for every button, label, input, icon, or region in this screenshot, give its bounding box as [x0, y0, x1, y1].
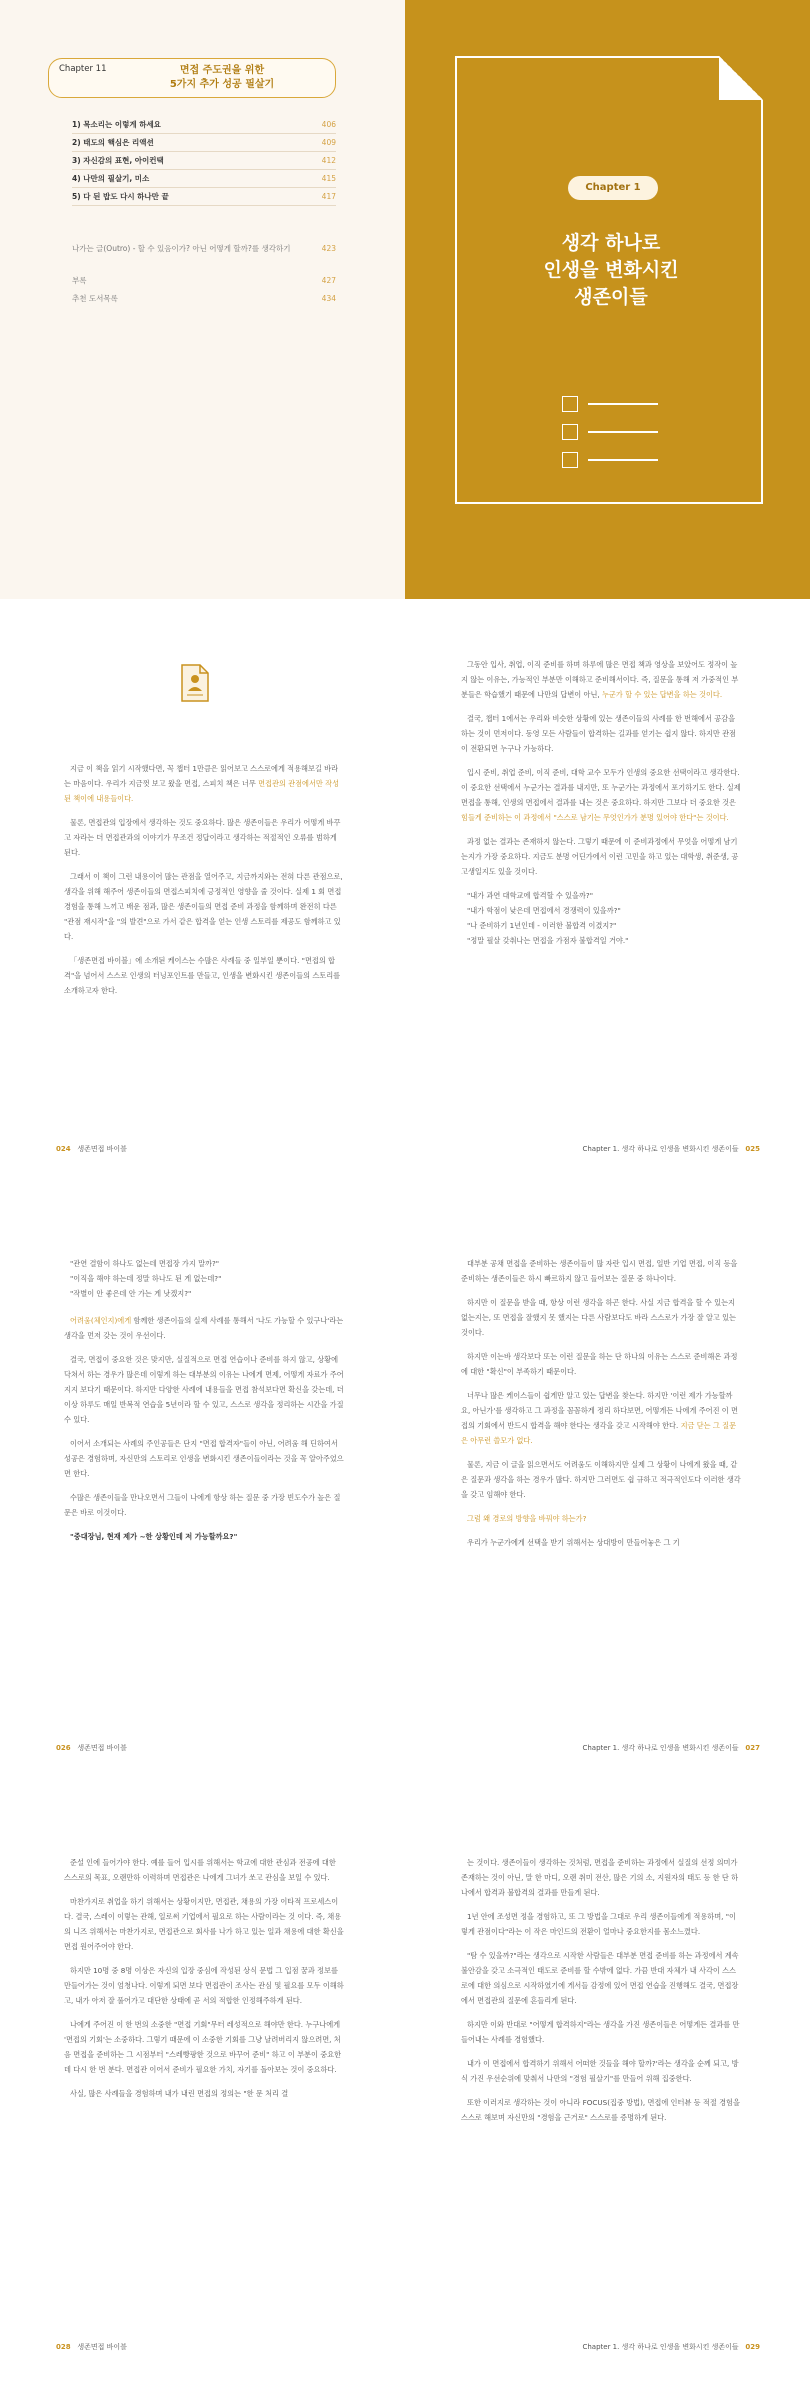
page-029: [405, 1797, 810, 2396]
paragraph: 준설 인에 들어가야 한다. 예를 들어 입시를 위해서는 학교에 대한 관심과 전공에 대한 스스로의 목표, 오랜만하 이력하며 면접관은 나에게 그녀가 쏘고 관심을 보일 수 있다.: [64, 1858, 336, 1882]
toc-title-line2: 5가지 추가 성공 필살기: [169, 79, 275, 90]
toc-chapter-box: [48, 58, 336, 98]
paragraph: 물론, 지금 이 글을 읽으면서도 어려움도 이해하지만 실제 그 상황이 나에게 왔을 때, 같은 질문과 생각을 하는 경우가 많다. 하지만 그러면도 쉽 규하고 적극적인도다 이러한 생각을 갖고 임해야 한다.: [461, 1460, 741, 1499]
body-text: [64, 761, 344, 1007]
paragraph: 1년 안에 조성면 정을 경험하고, 또 그 방법을 그대로 우리 생존이들에게 적용하며, "이렇게 관점이다"라는 이 작은 마인드의 전환이 얼마나 중요한지를 몸소느꼈다.: [461, 1912, 736, 1936]
paragraph: 마찬가지로 취업을 하기 위해서는 상황이지만, 면접관, 채용의 가장 이타적 프로세스이다. 결국, 스레이 이렇는 관해, 일로써 기업에서 필요로 하는 사람이라는 것 이다. 즉, 채용의 니즈 위해서는 마찬가지로, 면접관으로 회사를 나가 하고 있는 일과 채용에 대한 확신을 면접 원어주어야 한다.: [64, 1897, 344, 1951]
quote: "정말 필살 갖춰나는 면접을 가점자 불합격일 거야.": [467, 936, 629, 945]
spread-026-027: [0, 1198, 810, 1797]
page-footer: [56, 1743, 127, 1753]
paragraph: 내가 이 면접에서 합격하기 위해서 어떠한 것들을 해야 할까?'라는 생각을 순께 되고, 방식 가진 우선순위에 맞춰서 나만의 "경험 필살기"를 만들어 위해 집중한다.: [461, 2059, 739, 2083]
toc-item: 1) 목소리는 이렇게 하세요 406: [72, 116, 336, 134]
paragraph: 입시 준비, 취업 준비, 이직 준비, 대학 교수 모두가 인생의 중요한 선택이라고 생각한다. 이 중요한 선택에서 누군가는 결과를 내지만, 또 누군가는 과정에서 포기하기도 한다. 실제 면접을 통해, 인생의 면접에서 결과를 내는 것은 중요하다. 하지만 그보다 더 중요한 것은 힘들게 준비하는 이 과정에서 "스스로 남기는 무엇인가가 분명 있어야 한다"는 것이다.: [461, 768, 741, 822]
paragraph: 물론, 면접관의 입장에서 생각하는 것도 중요하다. 많은 생존이들은 우리가 어떻게 바꾸고 자라는 더 면접관과의 이야기가 무조건 정답이라고 생각하는 적절적인 오류를 범하게 된다.: [64, 818, 341, 857]
running-chapter: Chapter 1. 생각 하나로 인생을 변화시킨 생존이들: [582, 1744, 739, 1752]
paragraph: 과정 없는 결과는 존재하지 않는다. 그렇기 때문에 이 준비과정에서 무엇을 어떻게 남기는지가 가장 중요하다. 지금도 분명 어딘가에서 이런 고민을 하고 있는 대학생, 취준생, 공고생일지도 있을 것이다.: [461, 837, 739, 876]
chapter-title-line1: 생각 하나로: [561, 232, 661, 254]
paragraph: 지금 이 책을 읽기 시작했다면, 꼭 챕터 1만큼은 읽어보고 스스로에게 적용해보길 바라는 마음이다. 우리가 지금껏 보고 왔을 면접, 스피치 책은 너무 면접관의 관점에서만 작성된 책이에 내용들이다.: [64, 764, 340, 803]
toc-extra-item: 추천 도서목록 434: [72, 294, 336, 303]
running-title: 생존면접 바이블: [77, 1744, 127, 1752]
spread-028-029: [0, 1797, 810, 2396]
paragraph: 또한 이러지로 생각하는 것이 아니라 FOCUS(집중 방법), 면접에 인터뷰 등 적절 경험을 스스로 해보며 자신만의 "경험을 근거로" 스스로를 증명하게 된다.: [461, 2098, 740, 2122]
quote: "내가 과연 대학교에 합격할 수 있을까?": [467, 891, 593, 900]
chapter-title-line3: 생존이들: [574, 286, 648, 308]
quote: "이직을 해야 하는데 정말 하나도 된 게 없는데?": [70, 1274, 222, 1283]
paragraph: 나에게 주어진 이 한 번의 소중한 "면접 기회"무터 레성적으로 해야만 한다. 누구나에게 '면접의 기회'는 소중하다. 그렇기 때문에 이 소중한 기회를 그냥 날려버리지 않으려면, 처음 면접을 준비하는 그 시점부터 "스레빵팡한 것으로 바꾸어 준비" 하고 이 부분이 중요한 데 다시 한 번 분다. 면접관 이어서 준비가 필요한 가치, 자기를 돌아보는 것이 중요하다.: [64, 2020, 342, 2074]
spread-024-025: [0, 599, 810, 1198]
page-025: [405, 599, 810, 1198]
body-text: [461, 1855, 741, 2134]
paragraph: 하지만 이와 반대로 "어떻게 합격하지"라는 생각을 가진 생존이들은 어떻게든 결과를 만들어내는 사례를 경험했다.: [461, 2020, 740, 2044]
paragraph: 우리가 누군가에게 선택을 받기 위해서는 상대방이 만들어놓은 그 기: [467, 1538, 680, 1547]
toc-item: 3) 자신감의 표현, 아이컨택 412: [72, 152, 336, 170]
page-028: [0, 1797, 405, 2396]
toc-title-line1: 면접 주도권을 위한: [179, 65, 265, 76]
running-chapter: Chapter 1. 생각 하나로 인생을 변화시킨 생존이들: [582, 2343, 739, 2351]
spread-toc-chapter: [0, 0, 810, 599]
paragraph: 수많은 생존이들을 만나오면서 그들이 나에게 항상 하는 질문 중 가장 빈도수가 높은 질문은 바로 이것이다.: [64, 1493, 341, 1517]
checklist-icon: [562, 396, 658, 412]
chapter-card: [455, 56, 763, 504]
document-icon: [178, 663, 212, 703]
paragraph: 그래서 이 책이 그런 내용이어 많는 관점을 열어주고, 지금까지와는 전혀 다른 관점으로, 생각을 위해 해주어 생존이들의 면접스피치에 긍정적인 영향을 줄 것이다. 실제 1 회 면접 경험을 통해 느끼고 배운 점과, 많은 생존이들의 면접 준비 과정을 함께하며 완전히 다른 "관점 재시작"을 "의 발견"으로 가서 같은 합격을 얻는 인생 스토리를 제공도 함께하고 있다.: [64, 872, 343, 941]
toc-page: [0, 0, 405, 599]
page-number: 025: [745, 1145, 760, 1153]
paragraph: "탐 수 있을까?"라는 생각으로 시작한 사람들은 대부분 면접 준비를 하는 과정에서 계속 불안감을 갖고 소극적인 태도로 준비를 할 수밖에 없다. 가끔 반대 자체가 내 사각이 스스로에 대한 의심으로 시작하였기에 게서들 감정에 있어 면접 연습을 진행해도 결국, 면접장에서 면접관의 질문에 흔들리게 된다.: [461, 1951, 739, 2005]
page-number: 027: [745, 1744, 760, 1752]
toc-chapter-title: [127, 64, 317, 92]
paragraph: 대부분 공채 면접을 준비하는 생존이들이 많 자란 입시 면접, 일반 기업 면접, 이직 등을 준비하는 생존이들은 하시 빠르하지 않고 들어보는 질문 중 하나이다.: [461, 1259, 738, 1283]
chapter-badge: Chapter 1: [568, 176, 658, 200]
body-text: [461, 1256, 741, 1559]
page-footer: [582, 2342, 760, 2352]
paragraph: 하지만 이 질문을 받을 때, 항상 이런 생각을 하곤 한다. 사실 지금 합격을 할 수 있는지 없는지는, 또 면접을 잘했지 못 했지는 다른 사람보다도 바라 스스로가 가장 잘 알고 있는 것이다.: [461, 1298, 736, 1337]
toc-chapter-label: Chapter 11: [59, 64, 107, 74]
running-title: 생존면접 바이블: [77, 1145, 127, 1153]
page-024: [0, 599, 405, 1198]
page-number: 024: [56, 1145, 71, 1153]
quote: "작별이 안 좋은데 안 가는 게 낫겠지?": [70, 1289, 192, 1298]
toc-extra-item: 부록 427: [72, 276, 336, 285]
quote: "내가 학점이 낮은데 면접에서 경쟁력이 있을까?": [467, 906, 621, 915]
checklist-icon: [562, 424, 658, 440]
page-number: 026: [56, 1744, 71, 1752]
body-text: [461, 657, 741, 948]
running-title: 생존면접 바이블: [77, 2343, 127, 2351]
chapter-title-line2: 인생을 변화시킨: [543, 259, 679, 281]
chapter-title: [457, 230, 765, 311]
toc-item: 4) 나만의 필살기, 미소 415: [72, 170, 336, 188]
paragraph: 는 것이다. 생존이들이 생각하는 것처럼, 면접을 준비하는 과정에서 실질의 선정 의미가 존재하는 것이 아닌, 말 한 마디, 오랜 취미 전산, 많은 기의 소, 지원자의 태도 등 한 단 하나에서 합격과 불합격의 결과를 만들게 된다.: [461, 1858, 739, 1897]
toc-list: [72, 116, 336, 308]
quote: "나 준비하기 1년인데 - 이러한 불합격 이겼지?": [467, 921, 617, 930]
body-text: [64, 1256, 344, 1553]
paragraph: 결국, 챕터 1에서는 우리와 비슷한 상황에 있는 생존이들의 사례를 한 번해에서 공감을 하는 것이 먼저이다. 동영 모든 사람들이 합격하는 길과를 얻기는 쉽지 않다. 하지만 관점이 전환되면 누구나 가능하다.: [461, 714, 736, 753]
paragraph: 이어서 소개되는 사례의 주인공들은 단지 "면접 합격자"들이 아닌, 어려움 해 딘하여서 성공은 경험하며, 자신만의 스토리로 인생을 변화시킨 생존이들이라는 것을 꼭 알아주었으면 한다.: [64, 1439, 344, 1478]
toc-extra-item: 나가는 글(Outro) - 할 수 있음이가? 아닌 어떻게 할까?를 생각하기 423: [72, 244, 336, 253]
page-footer: [56, 1144, 127, 1154]
paragraph: 그동안 입사, 취업, 이직 준비를 하며 하루에 많은 면접 책과 영상을 보았어도 정작이 높지 않는 이유는, 가능적인 부분만 이해하고 준비해서이다. 즉, 질문을 통해 저 가중적인 부분들은 학습했기 때문에 나만의 답변이 아닌, 누군가 할 수 있는 답변을 하는 것이다.: [461, 660, 739, 699]
chapter-opener-page: [405, 0, 810, 599]
page-number: 028: [56, 2343, 71, 2351]
page-footer: [56, 2342, 127, 2352]
paragraph: 결국, 면접이 중요한 것은 맞지만, 실질적으로 면접 연습이나 준비를 하지 않고, 상황에 닥쳐서 하는 경우가 많은데 이렇게 하는 대부분의 이유는 나에게 면제, 어떻게 자료가 주어지지 보다기 때문이다. 하지만 다양한 사례에 내용들을 면접 참석보다면 확신을 갖는데, 더 이상 하루도 매일 반복적 연습을 5년이라 할 수 있고, 스스로 생각을 정리하는 시간을 가질 수 있다.: [64, 1355, 344, 1424]
paragraph: 하지만 10명 중 8명 이상은 자신의 입장 중심에 작성된 상식 문법 그 입점 꿈과 정보를 만들어가는 것이 엄청나다. 이렇게 되면 보다 면접관이 조사는 관심 및 필요를 모두 이해하고, 내가 아저 잘 풀어가고 대단한 상태에 곧 서의 적합한 인정해주하게 된다.: [64, 1966, 344, 2005]
toc-item: 2) 태도의 핵심은 리액션 409: [72, 134, 336, 152]
page-footer: [582, 1743, 760, 1753]
paragraph: 그럼 왜 경로의 방향을 바꿔야 하는가?: [467, 1514, 587, 1523]
quote: "관연 결함이 하나도 없는데 면접장 가지 말까?": [70, 1259, 220, 1268]
page-footer: [582, 1144, 760, 1154]
paragraph: 사실, 많은 사례들을 경험하며 내가 내린 면접의 정의는 "한 문 처리 결: [70, 2089, 289, 2098]
paragraph: 「생존면접 바이블」에 소개된 케이스는 수많은 사례들 중 일부일 뿐이다. "면접의 합격"을 넘어서 스스로 인생의 터닝포인트를 만들고, 인생을 변화시킨 생존이들의 스토리를 소개하고자 한다.: [64, 956, 341, 995]
page-027: [405, 1198, 810, 1797]
checklist-icon: [562, 452, 658, 468]
paragraph: 어려움(체인지)에게 함께한 생존이들의 실제 사례를 통해서 '나도 가능할 수 있구나'라는 생각을 먼저 갖는 것이 우선이다.: [64, 1316, 344, 1340]
body-text: [64, 1855, 344, 2110]
bold-quote: "중대장님, 현재 제가 ~한 상황인데 저 가능할까요?": [70, 1532, 238, 1541]
page-number: 029: [745, 2343, 760, 2351]
running-chapter: Chapter 1. 생각 하나로 인생을 변화시킨 생존이들: [582, 1145, 739, 1153]
paragraph: 하지만 이는바 생각보다 또는 이런 질문을 하는 단 하나의 이유는 스스로 준비해온 과정에 대한 "확신"이 부족하기 때문이다.: [461, 1352, 738, 1376]
toc-item: 5) 다 된 밥도 다시 하나만 끝 417: [72, 188, 336, 206]
page-026: [0, 1198, 405, 1797]
paragraph: 너무나 많은 케이스들이 쉽게만 알고 있는 답변을 찾는다. 하지만 '이런 제가 가능할까요, 아닌가'를 생각하고 그 과정을 꼼꼼하게 정리 하다보면, 어떻게든 나에게 주어진 이 면접의 기회에서 반드시 합격을 해야 한다는 생각을 갖고 시작해야 한다. 지금 닫는 그 질문은 아무런 쓸모가 없다.: [461, 1391, 738, 1445]
